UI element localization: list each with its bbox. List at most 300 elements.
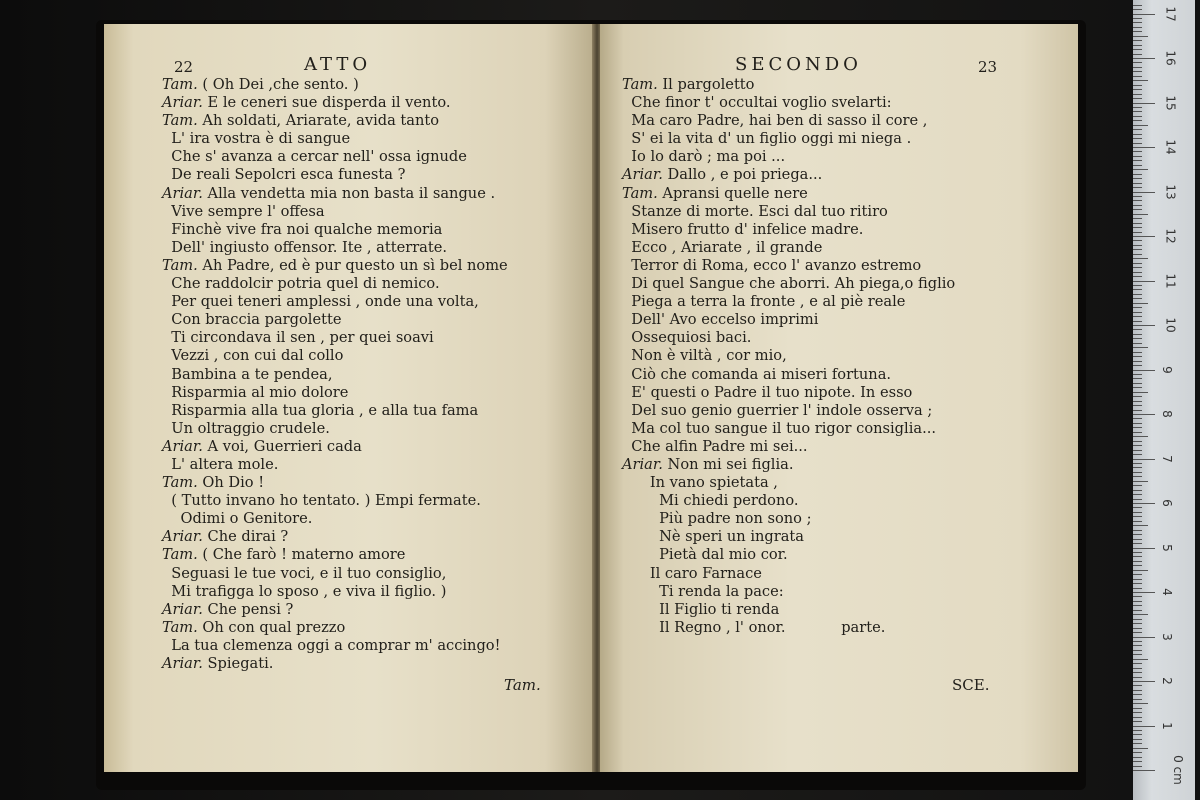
ruler-tick <box>1133 240 1142 241</box>
text-line <box>162 456 508 474</box>
verse-text: Io lo darò ; ma poi ... <box>622 148 786 166</box>
text-line <box>622 366 955 384</box>
ruler-tick <box>1133 227 1142 228</box>
ruler-tick <box>1133 80 1148 81</box>
verse-text: Seguasi le tue voci, e il tuo consiglio, <box>162 564 447 582</box>
text-line <box>622 275 955 293</box>
ruler-label: 5 <box>1159 543 1174 552</box>
text-line <box>162 565 508 583</box>
speaker-label: Tam. <box>162 474 198 492</box>
ruler-tick <box>1133 512 1142 513</box>
ruler-tick <box>1133 712 1142 713</box>
ruler-tick <box>1133 36 1148 37</box>
verse-text: Mi trafigga lo sposo , e viva il figlio. ) <box>162 582 447 600</box>
ruler-tick <box>1133 134 1142 135</box>
ruler-tick <box>1133 343 1142 344</box>
speaker-label: Tam. <box>162 256 198 274</box>
ruler-tick <box>1133 766 1142 767</box>
verse-text: A voi, Guerrieri cada <box>202 437 362 455</box>
ruler-tick <box>1133 752 1142 753</box>
text-line <box>622 347 955 365</box>
ruler-tick <box>1133 405 1142 406</box>
ruler-tick <box>1133 485 1142 486</box>
ruler-tick <box>1133 14 1155 15</box>
text-line <box>162 203 508 221</box>
text-line <box>622 420 955 438</box>
verse-text: Che raddolcir potria quel di nemico. <box>162 275 440 293</box>
ruler-label: 6 <box>1159 499 1174 507</box>
right-page-text <box>622 76 955 637</box>
text-line <box>622 293 955 311</box>
text-line <box>622 257 955 275</box>
text-line <box>622 311 955 329</box>
ruler-tick <box>1133 356 1142 357</box>
ruler-tick <box>1133 378 1142 379</box>
ruler-label: 4 <box>1159 588 1174 596</box>
ruler-tick <box>1133 165 1142 166</box>
ruler-label: 0 cm <box>1170 755 1185 785</box>
text-line <box>162 347 508 365</box>
verse-text: Con braccia pargolette <box>162 311 342 329</box>
ruler-label: 2 <box>1159 677 1174 685</box>
verse-text: Misero frutto d' infelice madre. <box>622 220 864 238</box>
ruler-label: 9 <box>1159 365 1174 374</box>
ruler-tick <box>1133 467 1142 468</box>
ruler-tick <box>1133 677 1142 678</box>
ruler-tick <box>1133 726 1155 727</box>
speaker-label: Ariar. <box>162 184 203 202</box>
verse-text: Di quel Sangue che aborri. Ah piega,o figlio <box>622 275 956 293</box>
verse-text: Ma col tuo sangue il tuo rigor consiglia... <box>622 419 936 437</box>
text-line <box>162 221 508 239</box>
verse-text: Dallo , e poi priega... <box>662 166 823 184</box>
ruler-tick <box>1133 641 1142 642</box>
ruler-tick <box>1133 5 1142 6</box>
ruler-tick <box>1133 187 1142 188</box>
ruler-tick <box>1133 708 1142 709</box>
ruler-tick <box>1133 54 1142 55</box>
ruler-tick <box>1133 316 1142 317</box>
verse-text: Ecco , Ariarate , il grande <box>622 238 823 256</box>
left-page-number: 22 <box>174 58 194 76</box>
ruler-tick <box>1133 294 1142 295</box>
ruler-tick <box>1133 192 1155 193</box>
ruler-tick <box>1133 281 1155 282</box>
text-line <box>622 474 955 492</box>
ruler-tick <box>1133 570 1148 571</box>
ruler-tick <box>1133 418 1142 419</box>
ruler-tick <box>1133 392 1148 393</box>
ruler-tick <box>1133 22 1142 23</box>
text-line <box>162 583 508 601</box>
ruler-tick <box>1133 614 1148 615</box>
verse-text: Che alfin Padre mi sei... <box>622 437 808 455</box>
ruler-label: 16 <box>1163 50 1178 66</box>
verse-text: Terror di Roma, ecco l' avanzo estremo <box>622 256 922 274</box>
verse-text: Il Figlio ti renda <box>622 600 780 618</box>
verse-text: Più padre non sono ; <box>622 510 812 528</box>
text-line <box>622 492 955 510</box>
ruler-tick <box>1133 548 1155 549</box>
ruler-tick <box>1133 645 1142 646</box>
ruler-tick <box>1133 499 1142 500</box>
ruler-tick <box>1133 289 1142 290</box>
ruler-tick <box>1133 739 1142 740</box>
verse-text: Il Regno , l' onor. parte. <box>622 618 886 636</box>
verse-text: Che dirai ? <box>202 528 289 546</box>
ruler-tick <box>1133 530 1142 531</box>
ruler-tick <box>1133 561 1142 562</box>
text-line <box>162 492 508 510</box>
ruler-tick <box>1133 111 1142 112</box>
ruler-tick <box>1133 552 1142 553</box>
ruler-tick <box>1133 432 1142 433</box>
verse-text: Vezzi , con cui dal collo <box>162 347 344 365</box>
ruler-tick <box>1133 361 1142 362</box>
ruler-tick <box>1133 147 1155 148</box>
text-line <box>162 148 508 166</box>
ruler-tick <box>1133 410 1142 411</box>
verse-text: Per quei teneri amplessi , onde una volta, <box>162 293 479 311</box>
ruler-tick <box>1133 214 1148 215</box>
text-line <box>622 76 955 94</box>
ruler-tick <box>1133 574 1142 575</box>
ruler-tick <box>1133 770 1155 771</box>
verse-text: Ciò che comanda ai miseri fortuna. <box>622 365 892 383</box>
text-line <box>622 221 955 239</box>
speaker-label: Ariar. <box>162 528 203 546</box>
text-line <box>162 130 508 148</box>
ruler-tick <box>1133 298 1142 299</box>
ruler-tick <box>1133 232 1142 233</box>
measuring-ruler <box>1133 0 1195 800</box>
ruler-tick <box>1133 374 1142 375</box>
ruler-label: 7 <box>1159 454 1174 463</box>
ruler-tick <box>1133 347 1148 348</box>
ruler-label: 1 <box>1159 721 1174 730</box>
speaker-label: Tam. <box>622 184 658 202</box>
ruler-tick <box>1133 334 1142 335</box>
ruler-tick <box>1133 472 1142 473</box>
ruler-tick <box>1133 730 1142 731</box>
speaker-label: Tam. <box>162 618 198 636</box>
ruler-tick <box>1133 401 1142 402</box>
left-page-text <box>162 76 508 673</box>
ruler-tick <box>1133 605 1142 606</box>
ruler-tick <box>1133 169 1148 170</box>
verse-text: Oh con qual prezzo <box>197 618 346 636</box>
ruler-tick <box>1133 89 1142 90</box>
text-line <box>162 366 508 384</box>
ruler-tick <box>1133 628 1142 629</box>
left-page <box>104 24 594 772</box>
ruler-tick <box>1133 459 1155 460</box>
ruler-tick <box>1133 516 1142 517</box>
ruler-tick <box>1133 659 1148 660</box>
verse-text: Il pargoletto <box>657 76 755 93</box>
text-line <box>622 583 955 601</box>
verse-text: Che s' avanza a cercar nell' ossa ignude <box>162 148 467 166</box>
text-line <box>162 94 508 112</box>
ruler-tick <box>1133 717 1142 718</box>
ruler-tick <box>1133 414 1155 415</box>
ruler-tick <box>1133 27 1142 28</box>
verse-text: Ah Padre, ed è pur questo un sì bel nome <box>197 256 508 274</box>
verse-text: Del suo genio guerrier l' indole osserva ; <box>622 401 933 419</box>
ruler-tick <box>1133 685 1142 686</box>
ruler-tick <box>1133 525 1148 526</box>
ruler-tick <box>1133 610 1142 611</box>
verse-text: E le ceneri sue disperda il vento. <box>202 94 451 112</box>
ruler-tick <box>1133 454 1142 455</box>
text-line <box>622 510 955 528</box>
verse-text: L' altera mole. <box>162 455 279 473</box>
text-line <box>162 76 508 94</box>
ruler-tick <box>1133 40 1142 41</box>
text-line <box>162 275 508 293</box>
ruler-label: 10 <box>1163 317 1178 333</box>
ruler-tick <box>1133 94 1142 95</box>
ruler-tick <box>1133 116 1142 117</box>
ruler-tick <box>1133 258 1148 259</box>
ruler-tick <box>1133 125 1148 126</box>
verse-text: Ah soldati, Ariarate, avida tanto <box>197 112 440 130</box>
ruler-tick <box>1133 445 1142 446</box>
left-catchword: Tam. <box>504 676 541 694</box>
ruler-tick <box>1133 427 1142 428</box>
ruler-tick <box>1133 441 1142 442</box>
ruler-tick <box>1133 352 1142 353</box>
ruler-tick <box>1133 200 1142 201</box>
text-line <box>622 528 955 546</box>
ruler-tick <box>1133 494 1142 495</box>
ruler-tick <box>1133 107 1142 108</box>
verse-text: Ossequiosi baci. <box>622 329 752 347</box>
ruler-label: 11 <box>1163 272 1178 289</box>
verse-text: Alla vendetta mia non basta il sangue . <box>202 184 496 202</box>
ruler-tick <box>1133 734 1142 735</box>
ruler-tick <box>1133 592 1155 593</box>
ruler-tick <box>1133 703 1148 704</box>
verse-text: Che pensi ? <box>202 600 294 618</box>
ruler-tick <box>1133 267 1142 268</box>
text-line <box>162 112 508 130</box>
ruler-tick <box>1133 209 1142 210</box>
text-line <box>622 329 955 347</box>
verse-text: Mi chiedi perdono. <box>622 492 799 510</box>
ruler-tick <box>1133 757 1142 758</box>
speaker-label: Ariar. <box>622 166 663 184</box>
ruler-tick <box>1133 423 1142 424</box>
ruler-tick <box>1133 312 1142 313</box>
ruler-tick <box>1133 668 1142 669</box>
speaker-label: Ariar. <box>622 455 663 473</box>
verse-text: Ti renda la pace: <box>622 582 784 600</box>
ruler-tick <box>1133 748 1148 749</box>
verse-text: Pietà dal mio cor. <box>622 546 788 564</box>
text-line <box>162 528 508 546</box>
speaker-label: Tam. <box>162 546 198 564</box>
text-line <box>622 203 955 221</box>
ruler-tick <box>1133 321 1142 322</box>
text-line <box>162 329 508 347</box>
ruler-tick <box>1133 539 1142 540</box>
ruler-tick <box>1133 596 1142 597</box>
text-line <box>622 239 955 257</box>
ruler-tick <box>1133 601 1142 602</box>
ruler-tick <box>1133 58 1155 59</box>
ruler-tick <box>1133 45 1142 46</box>
ruler-tick <box>1133 196 1142 197</box>
ruler-tick <box>1133 183 1142 184</box>
verse-text: Oh Dio ! <box>197 474 265 492</box>
verse-text: La tua clemenza oggi a comprar m' accingo! <box>162 636 501 654</box>
ruler-tick <box>1133 338 1142 339</box>
text-line <box>622 112 955 130</box>
verse-text: Nè speri un ingrata <box>622 528 804 546</box>
verse-text: Risparmia alla tua gloria , e alla tua fama <box>162 401 479 419</box>
ruler-tick <box>1133 129 1142 130</box>
verse-text: Stanze di morte. Esci dal tuo ritiro <box>622 202 888 220</box>
ruler-tick <box>1133 365 1142 366</box>
verse-text: ( Oh Dei ,che sento. ) <box>197 76 359 93</box>
ruler-tick <box>1133 62 1142 63</box>
ruler-tick <box>1133 370 1155 371</box>
speaker-label: Tam. <box>162 76 198 93</box>
text-line <box>162 311 508 329</box>
text-line <box>162 185 508 203</box>
ruler-label: 17 <box>1163 5 1178 22</box>
verse-text: Dell' Avo eccelso imprimi <box>622 311 819 329</box>
ruler-tick <box>1133 103 1155 104</box>
ruler-tick <box>1133 490 1142 491</box>
ruler-label: 3 <box>1159 632 1174 641</box>
verse-text: Un oltraggio crudele. <box>162 419 330 437</box>
verse-text: Spiegati. <box>202 655 274 672</box>
verse-text: Risparmia al mio dolore <box>162 383 349 401</box>
ruler-tick <box>1133 481 1148 482</box>
text-line <box>622 402 955 420</box>
ruler-tick <box>1133 156 1142 157</box>
ruler-tick <box>1133 534 1142 535</box>
ruler-tick <box>1133 71 1142 72</box>
verse-text: Finchè vive fra noi qualche memoria <box>162 220 443 238</box>
ruler-tick <box>1133 672 1142 673</box>
ruler-tick <box>1133 663 1142 664</box>
ruler-tick <box>1133 503 1155 504</box>
verse-text: Vive sempre l' offesa <box>162 202 325 220</box>
text-line <box>162 619 508 637</box>
left-running-head: ATTO <box>304 54 372 75</box>
verse-text: In vano spietata , <box>622 474 778 492</box>
text-line <box>162 601 508 619</box>
ruler-tick <box>1133 690 1142 691</box>
ruler-tick <box>1133 476 1142 477</box>
ruler-tick <box>1133 307 1142 308</box>
text-line <box>622 565 955 583</box>
ruler-tick <box>1133 743 1142 744</box>
ruler-label: 13 <box>1163 183 1178 200</box>
text-line <box>162 166 508 184</box>
text-line <box>622 94 955 112</box>
ruler-tick <box>1133 76 1142 77</box>
verse-text: Bambina a te pendea, <box>162 365 333 383</box>
text-line <box>162 257 508 275</box>
text-line <box>622 148 955 166</box>
ruler-tick <box>1133 160 1142 161</box>
text-line <box>162 239 508 257</box>
text-line <box>622 384 955 402</box>
ruler-tick <box>1133 254 1142 255</box>
ruler-tick <box>1133 588 1142 589</box>
ruler-tick <box>1133 761 1142 762</box>
ruler-tick <box>1133 325 1155 326</box>
ruler-tick <box>1133 681 1155 682</box>
text-line <box>622 546 955 564</box>
verse-text: Dell' ingiusto offensor. Ite , atterrate. <box>162 238 448 256</box>
ruler-tick <box>1133 396 1142 397</box>
ruler-tick <box>1133 329 1142 330</box>
ruler-tick <box>1133 637 1155 638</box>
ruler-label: 14 <box>1163 139 1178 155</box>
ruler-tick <box>1133 632 1142 633</box>
verse-text: S' ei la vita d' un figlio oggi mi niega . <box>622 130 912 148</box>
text-line <box>162 474 508 492</box>
verse-text: Che finor t' occultai voglio svelarti: <box>622 94 892 112</box>
ruler-tick <box>1133 263 1142 264</box>
ruler-tick <box>1133 450 1142 451</box>
verse-text: Apransi quelle nere <box>657 184 808 202</box>
ruler-tick <box>1133 556 1142 557</box>
text-line <box>622 438 955 456</box>
ruler-tick <box>1133 223 1142 224</box>
speaker-label: Ariar. <box>162 655 203 672</box>
ruler-tick <box>1133 218 1142 219</box>
ruler-tick <box>1133 583 1142 584</box>
ruler-label: 8 <box>1159 410 1174 418</box>
verse-text: Odimi o Genitore. <box>162 510 313 528</box>
verse-text: Non è viltà , cor mio, <box>622 347 787 365</box>
right-running-head: SECONDO <box>735 54 862 75</box>
text-line <box>622 619 955 637</box>
speaker-label: Ariar. <box>162 600 203 618</box>
verse-text: Piega a terra la fronte , e al piè reale <box>622 293 906 311</box>
text-line <box>622 601 955 619</box>
right-page-number: 23 <box>978 58 998 76</box>
ruler-tick <box>1133 85 1142 86</box>
text-line <box>622 130 955 148</box>
ruler-tick <box>1133 98 1142 99</box>
text-line <box>162 637 508 655</box>
ruler-tick <box>1133 699 1142 700</box>
verse-text: Ma caro Padre, hai ben di sasso il core , <box>622 112 928 130</box>
speaker-label: Tam. <box>162 112 198 130</box>
right-page <box>600 24 1078 772</box>
ruler-tick <box>1133 694 1142 695</box>
ruler-tick <box>1133 303 1148 304</box>
text-line <box>162 293 508 311</box>
ruler-tick <box>1133 721 1142 722</box>
verse-text: Il caro Farnace <box>622 564 762 582</box>
ruler-tick <box>1133 543 1142 544</box>
verse-text: L' ira vostra è di sangue <box>162 130 351 148</box>
verse-text: E' questi o Padre il tuo nipote. In esso <box>622 383 913 401</box>
ruler-tick <box>1133 151 1142 152</box>
ruler-tick <box>1133 205 1142 206</box>
ruler-tick <box>1133 521 1142 522</box>
speaker-label: Ariar. <box>162 437 203 455</box>
text-line <box>162 655 508 673</box>
